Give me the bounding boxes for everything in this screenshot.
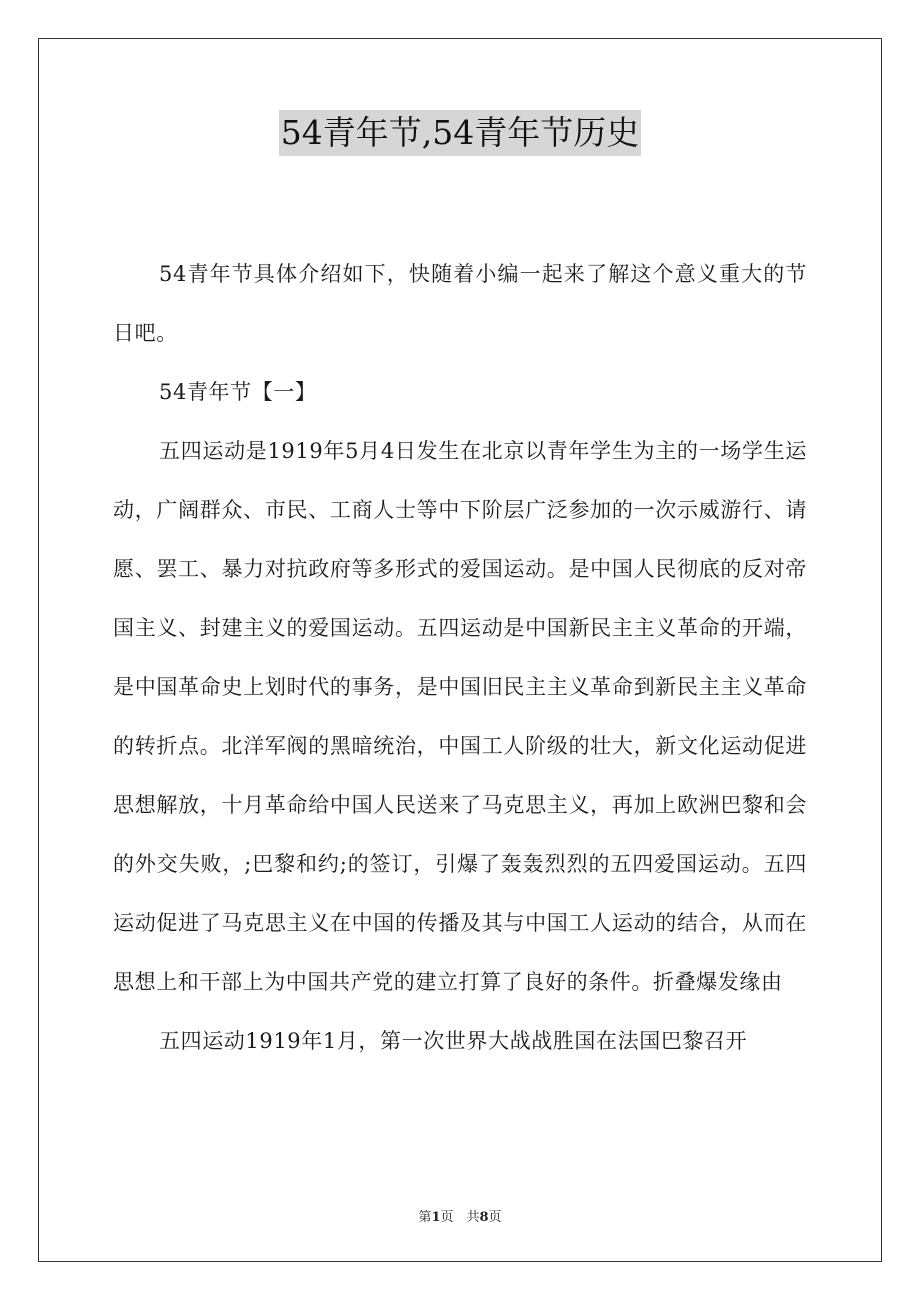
paragraph-continued: 五四运动1919年1月，第一次世界大战战胜国在法国巴黎召开 [159, 1029, 748, 1053]
section-heading: 54青年节【一】 [159, 380, 317, 404]
footer-page-total: 8 [479, 1210, 489, 1225]
footer-prefix: 第 [418, 1210, 432, 1225]
document-body [113, 245, 807, 1071]
title-container [0, 110, 920, 156]
footer-page-number: 1 [431, 1210, 441, 1225]
footer-mid: 页 共 [440, 1210, 480, 1225]
paragraph-intro: 54青年节具体介绍如下，快随着小编一起来了解这个意义重大的节日吧。 [113, 262, 807, 345]
footer-suffix: 页 [488, 1210, 502, 1225]
paragraph-main: 五四运动是1919年5月4日发生在北京以青年学生为主的一场学生运动，广阔群众、市民、工商人士等中下阶层广泛参加的一次示威游行、请愿、罢工、暴力对抗政府等多形式的爱国运动。是中国人民彻底的反对帝国主义、封建主义的爱国运动。五四运动是中国新民主主义革命的开端，是中国革命史上划时代的事务，是中国旧民主主义革命到新民主主义革命的转折点。北洋军阀的黑暗统治，中国工人阶级的壮大，新文化运动促进思想解放，十月革命给中国人民送来了马克思主义，再加上欧洲巴黎和会的外交失败，;巴黎和约;的签订，引爆了轰轰烈烈的五四爱国运动。五四运动促进了马克思主义在中国的传播及其与中国工人运动的结合，从而在思想上和干部上为中国共产党的建立打算了良好的条件。折叠爆发缘由 [113, 439, 807, 994]
document-title: 54青年节,54青年节历史 [279, 110, 641, 156]
page-footer [0, 1206, 920, 1225]
